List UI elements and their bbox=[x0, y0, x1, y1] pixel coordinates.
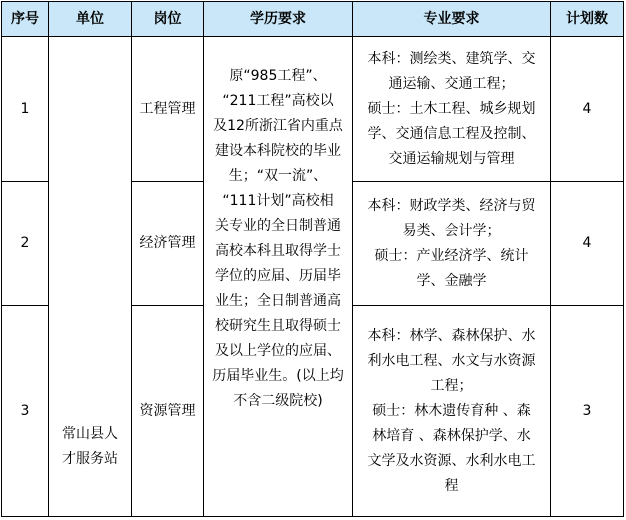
major-line: 程 bbox=[444, 477, 459, 494]
header-count: 计划数 bbox=[551, 2, 624, 37]
major-line: 本科：财政学类、经济与贸 bbox=[367, 197, 536, 214]
count-cell: 4 bbox=[551, 37, 624, 182]
education-line: 及以上学位的应届、 bbox=[215, 343, 341, 359]
row-number: 1 bbox=[2, 37, 49, 182]
education-line: 校研究生且取得硕士 bbox=[215, 318, 341, 334]
education-line: 业生；全日制普通高 bbox=[215, 293, 341, 309]
major-line: 林培育 、森林保护学、水 bbox=[372, 427, 531, 444]
education-line: 学位的应届、历届毕 bbox=[215, 268, 341, 284]
major-line: 交通运输规划与管理 bbox=[388, 150, 515, 167]
major-line: 本科：测绘类、建筑学、交 bbox=[367, 50, 536, 67]
education-line: “111计划”高校相 bbox=[222, 193, 334, 209]
major-line: 学、交通信息工程及控制、 bbox=[367, 125, 536, 142]
major-line: 硕士：林木遗传育种 、森 bbox=[372, 402, 531, 419]
header-row bbox=[2, 2, 624, 37]
unit-line: 常山县人 bbox=[62, 426, 118, 442]
education-line: 不含二级院校) bbox=[233, 393, 323, 409]
education-line: 历届毕业生。(以上均 bbox=[212, 368, 344, 384]
education-requirement-cell bbox=[204, 37, 353, 517]
row-number: 2 bbox=[2, 182, 49, 306]
major-line: 易类、会计学； bbox=[402, 222, 501, 239]
header-position: 岗位 bbox=[132, 2, 204, 37]
recruitment-table bbox=[1, 1, 624, 517]
major-line: 学、金融学 bbox=[416, 272, 487, 289]
major-line: 工程； bbox=[430, 377, 473, 394]
count-cell: 4 bbox=[551, 182, 624, 306]
unit-cell bbox=[49, 37, 132, 517]
major-line: 文学及水资源、水利水电工 bbox=[367, 452, 536, 469]
education-line: 关专业的全日制普通 bbox=[215, 218, 341, 234]
education-line: 原“985工程”、 bbox=[229, 68, 327, 84]
major-line: 本科：林学、森林保护、水 bbox=[367, 327, 536, 344]
position-cell: 经济管理 bbox=[132, 182, 204, 306]
header-education: 学历要求 bbox=[204, 2, 353, 37]
major-line: 硕士：土木工程、城乡规划 bbox=[367, 100, 536, 117]
position-cell: 资源管理 bbox=[132, 306, 204, 517]
major-line: 利水电工程、水文与水资源 bbox=[367, 352, 536, 369]
major-line: 硕士：产业经济学、统计 bbox=[374, 247, 529, 264]
row-number: 3 bbox=[2, 306, 49, 517]
education-line: “211工程”高校以 bbox=[222, 93, 334, 109]
education-line: 及12所浙江省内重点 bbox=[213, 118, 343, 134]
education-line: 生；“双一流”、 bbox=[228, 168, 328, 184]
header-unit: 单位 bbox=[49, 2, 132, 37]
header-major: 专业要求 bbox=[353, 2, 551, 37]
major-cell bbox=[353, 182, 551, 306]
position-cell: 工程管理 bbox=[132, 37, 204, 182]
unit-line: 才服务站 bbox=[62, 451, 118, 467]
count-cell: 3 bbox=[551, 306, 624, 517]
table-row bbox=[2, 37, 624, 182]
major-line: 通运输、交通工程； bbox=[388, 75, 515, 92]
header-no: 序号 bbox=[2, 2, 49, 37]
education-line: 建设本科院校的毕业 bbox=[215, 143, 341, 159]
major-cell bbox=[353, 37, 551, 182]
education-line: 高校本科且取得学士 bbox=[215, 243, 341, 259]
major-cell bbox=[353, 306, 551, 517]
